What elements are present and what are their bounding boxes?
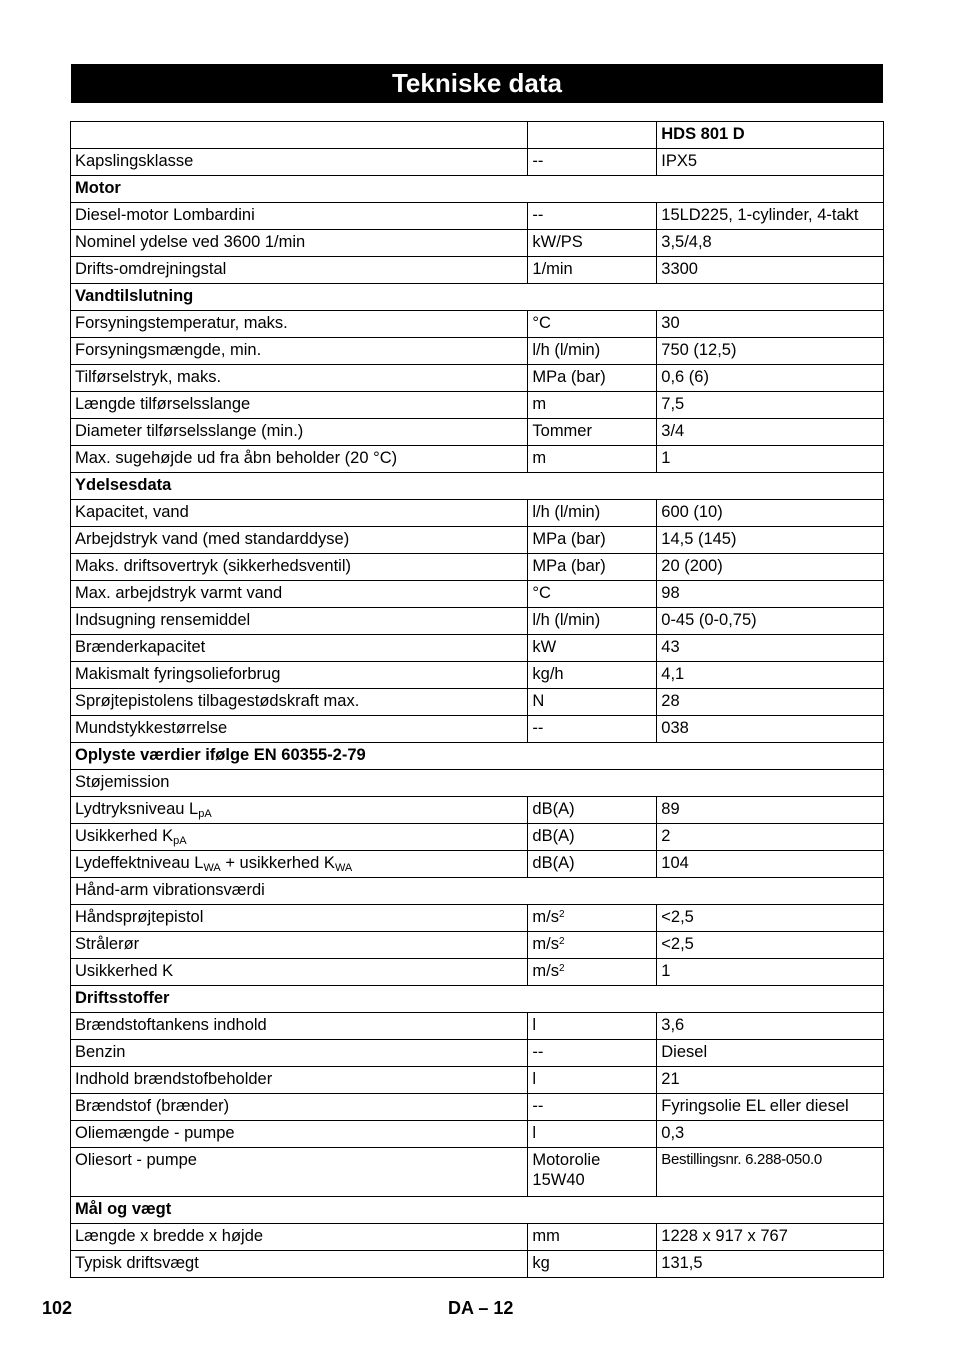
spec-label-text: Nominel ydelse ved 3600 1/min <box>75 233 306 251</box>
spec-label-text: Indsugning rensemiddel <box>75 611 251 629</box>
table-row <box>71 311 884 338</box>
spec-value: 0-45 (0-0,75) <box>657 608 884 635</box>
spec-label <box>71 608 528 635</box>
section-title: Mål og vægt <box>71 1197 884 1224</box>
spec-unit <box>528 608 657 635</box>
spec-value: Fyringsolie EL eller diesel <box>657 1094 884 1121</box>
spec-label <box>71 1148 528 1197</box>
table-row <box>71 905 884 932</box>
spec-unit <box>528 851 657 878</box>
spec-unit-text: 1/min <box>532 260 573 278</box>
spec-label-text: Typisk driftsvægt <box>75 1254 199 1272</box>
spec-label-subscript: pA <box>198 808 212 820</box>
spec-label-text: Drifts-omdrejningstal <box>75 260 227 278</box>
spec-unit <box>528 932 657 959</box>
spec-label <box>71 554 528 581</box>
page-number: 102 <box>42 1298 73 1318</box>
page-title: Tekniske data <box>71 64 883 103</box>
spec-label-text: Længde tilførselsslange <box>75 395 251 413</box>
spec-label <box>71 392 528 419</box>
table-header-row <box>71 122 884 149</box>
spec-label-text: Strålerør <box>75 935 140 953</box>
spec-label-subscript: WA <box>203 862 221 874</box>
table-row <box>71 716 884 743</box>
spec-unit <box>528 1251 657 1278</box>
spec-value: 28 <box>657 689 884 716</box>
spec-unit <box>528 689 657 716</box>
table-row <box>71 1067 884 1094</box>
spec-label-text: Brændstoftankens indhold <box>75 1016 267 1034</box>
spec-label <box>71 230 528 257</box>
spec-label-text: Oliesort - pumpe <box>75 1151 197 1169</box>
spec-label <box>71 500 528 527</box>
spec-value: 4,1 <box>657 662 884 689</box>
spec-label <box>71 932 528 959</box>
spec-label <box>71 851 528 878</box>
spec-value: 21 <box>657 1067 884 1094</box>
spec-unit-text: -- <box>532 206 544 224</box>
spec-label-text: Max. arbejdstryk varmt vand <box>75 584 283 602</box>
spec-label-text: Diesel-motor Lombardini <box>75 206 255 224</box>
spec-unit-text: -- <box>532 1043 544 1061</box>
spec-label-continuation: + usikkerhed K <box>220 854 335 872</box>
spec-unit <box>528 581 657 608</box>
spec-unit <box>528 527 657 554</box>
section-title: Motor <box>71 176 884 203</box>
spec-unit-text: m <box>532 395 547 413</box>
spec-label <box>71 365 528 392</box>
spec-value: 1 <box>657 959 884 986</box>
spec-label <box>71 1224 528 1251</box>
table-row <box>71 392 884 419</box>
spec-unit <box>528 797 657 824</box>
spec-value: 2 <box>657 824 884 851</box>
subsection-row <box>71 770 884 797</box>
spec-unit <box>528 635 657 662</box>
spec-unit <box>528 1040 657 1067</box>
spec-unit <box>528 1224 657 1251</box>
subsection-title: Støjemission <box>71 770 884 797</box>
spec-label-text: Lydtryksniveau L <box>75 800 199 818</box>
table-row <box>71 1121 884 1148</box>
spec-label <box>71 446 528 473</box>
spec-unit-text: m/s <box>532 962 559 980</box>
spec-unit-text: l/h (l/min) <box>532 503 601 521</box>
spec-unit <box>528 365 657 392</box>
spec-value: 20 (200) <box>657 554 884 581</box>
spec-unit <box>528 1121 657 1148</box>
spec-unit-text: l/h (l/min) <box>532 341 601 359</box>
table-row <box>71 932 884 959</box>
spec-value: 15LD225, 1-cylinder, 4-takt <box>657 203 884 230</box>
spec-value: 0,6 (6) <box>657 365 884 392</box>
spec-unit-text: kW <box>532 638 557 656</box>
table-row <box>71 1040 884 1067</box>
spec-unit <box>528 203 657 230</box>
section-header-row <box>71 473 884 500</box>
spec-unit <box>528 500 657 527</box>
table-row <box>71 500 884 527</box>
spec-value: <2,5 <box>657 905 884 932</box>
spec-label <box>71 1067 528 1094</box>
spec-unit-text: m <box>532 449 547 467</box>
table-row <box>71 1094 884 1121</box>
spec-unit-superscript: 2 <box>558 909 565 920</box>
spec-unit <box>528 257 657 284</box>
spec-label-subscript: pA <box>173 835 187 847</box>
spec-unit-superscript: 2 <box>558 936 565 947</box>
spec-value: 3/4 <box>657 419 884 446</box>
spec-value: <2,5 <box>657 932 884 959</box>
spec-unit-text: Tommer <box>532 422 592 440</box>
spec-unit <box>528 905 657 932</box>
spec-value: 1228 x 917 x 767 <box>657 1224 884 1251</box>
table-row <box>71 419 884 446</box>
spec-unit-text: dB(A) <box>532 800 575 818</box>
spec-unit-text: MPa (bar) <box>532 368 606 386</box>
table-row <box>71 1224 884 1251</box>
table-row <box>71 1251 884 1278</box>
spec-label <box>71 311 528 338</box>
table-row <box>71 446 884 473</box>
spec-unit-text: l <box>532 1016 537 1034</box>
spec-label <box>71 1040 528 1067</box>
spec-label-text: Forsyningstemperatur, maks. <box>75 314 288 332</box>
spec-unit <box>528 716 657 743</box>
spec-label-text: Sprøjtepistolens tilbagestødskraft max. <box>75 692 360 710</box>
spec-unit <box>528 1067 657 1094</box>
spec-label-text: Tilførselstryk, maks. <box>75 368 222 386</box>
spec-unit-text: Motorolie <box>532 1151 601 1169</box>
spec-value: 1 <box>657 446 884 473</box>
table-row <box>71 1013 884 1040</box>
spec-label <box>71 149 528 176</box>
spec-label-text: Oliemængde - pumpe <box>75 1124 235 1142</box>
spec-unit <box>528 1094 657 1121</box>
spec-unit <box>528 419 657 446</box>
spec-label <box>71 581 528 608</box>
spec-label-text: Lydeffektniveau L <box>75 854 204 872</box>
spec-unit-text: MPa (bar) <box>532 530 606 548</box>
table-row <box>71 851 884 878</box>
spec-unit <box>528 1148 657 1197</box>
section-title: Vandtilslutning <box>71 284 884 311</box>
spec-label-text: Brændstof (brænder) <box>75 1097 230 1115</box>
spec-label-text: Diameter tilførselsslange (min.) <box>75 422 304 440</box>
table-row <box>71 662 884 689</box>
language-page-label: DA – 12 <box>448 1298 514 1318</box>
spec-unit-text: m/s <box>532 935 559 953</box>
spec-label <box>71 1121 528 1148</box>
spec-unit-text: dB(A) <box>532 827 575 845</box>
section-title: Ydelsesdata <box>71 473 884 500</box>
table-row <box>71 149 884 176</box>
spec-label <box>71 905 528 932</box>
spec-label <box>71 959 528 986</box>
table-row <box>71 257 884 284</box>
spec-unit-text-line2: 15W40 <box>532 1171 585 1189</box>
spec-unit <box>528 959 657 986</box>
spec-value: 0,3 <box>657 1121 884 1148</box>
spec-unit <box>528 824 657 851</box>
spec-value: 43 <box>657 635 884 662</box>
spec-label-text: Brænderkapacitet <box>75 638 206 656</box>
table-row <box>71 581 884 608</box>
spec-label <box>71 797 528 824</box>
spec-label-text: Kapacitet, vand <box>75 503 189 521</box>
spec-unit-text: °C <box>532 584 551 602</box>
spec-label <box>71 716 528 743</box>
spec-label-text: Max. sugehøjde ud fra åbn beholder (20 °C) <box>75 449 398 467</box>
spec-label-text: Arbejdstryk vand (med standarddyse) <box>75 530 350 548</box>
spec-label-text: Maks. driftsovertryk (sikkerhedsventil) <box>75 557 351 575</box>
spec-value: Bestillingsnr. 6.288-050.0 <box>657 1148 884 1197</box>
spec-label-text: Forsyningsmængde, min. <box>75 341 262 359</box>
subsection-row <box>71 878 884 905</box>
spec-value: 750 (12,5) <box>657 338 884 365</box>
spec-value: IPX5 <box>657 149 884 176</box>
spec-label <box>71 338 528 365</box>
spec-unit <box>528 230 657 257</box>
spec-value: 3300 <box>657 257 884 284</box>
table-row <box>71 338 884 365</box>
spec-value: 98 <box>657 581 884 608</box>
spec-unit-text: MPa (bar) <box>532 557 606 575</box>
spec-unit-text: N <box>532 692 545 710</box>
spec-value: 3,6 <box>657 1013 884 1040</box>
spec-unit <box>528 149 657 176</box>
model-name: HDS 801 D <box>657 122 884 149</box>
subsection-title: Hånd-arm vibrationsværdi <box>71 878 884 905</box>
spec-label <box>71 203 528 230</box>
spec-label <box>71 1251 528 1278</box>
table-row <box>71 1148 884 1197</box>
table-row <box>71 689 884 716</box>
spec-unit <box>528 662 657 689</box>
spec-value: 131,5 <box>657 1251 884 1278</box>
spec-label <box>71 635 528 662</box>
spec-unit <box>528 311 657 338</box>
spec-label-text: Usikkerhed K <box>75 962 174 980</box>
spec-label <box>71 1094 528 1121</box>
table-row <box>71 824 884 851</box>
spec-label <box>71 527 528 554</box>
spec-unit-text: -- <box>532 1097 544 1115</box>
table-row <box>71 527 884 554</box>
spec-label-text: Makismalt fyringsolieforbrug <box>75 665 281 683</box>
spec-unit <box>528 392 657 419</box>
spec-value: 038 <box>657 716 884 743</box>
spec-unit-text: kg <box>532 1254 550 1272</box>
spec-label-text: Indhold brændstofbeholder <box>75 1070 273 1088</box>
spec-value: 104 <box>657 851 884 878</box>
spec-label-text: Kapslingsklasse <box>75 152 194 170</box>
spec-unit <box>528 338 657 365</box>
spec-label <box>71 257 528 284</box>
header-label-cell <box>71 122 528 149</box>
spec-unit <box>528 554 657 581</box>
spec-label <box>71 689 528 716</box>
table-row <box>71 608 884 635</box>
spec-value: 30 <box>657 311 884 338</box>
spec-unit-superscript: 2 <box>558 963 565 974</box>
spec-unit-text: dB(A) <box>532 854 575 872</box>
spec-unit-text: -- <box>532 719 544 737</box>
spec-unit <box>528 1013 657 1040</box>
spec-unit-text: l <box>532 1070 537 1088</box>
section-header-row <box>71 986 884 1013</box>
spec-unit-text: l/h (l/min) <box>532 611 601 629</box>
spec-unit <box>528 446 657 473</box>
spec-unit-text: l <box>532 1124 537 1142</box>
section-header-row <box>71 176 884 203</box>
technical-data-table <box>70 121 884 1278</box>
spec-value: 600 (10) <box>657 500 884 527</box>
spec-label-text: Håndsprøjtepistol <box>75 908 204 926</box>
spec-value: 3,5/4,8 <box>657 230 884 257</box>
spec-label <box>71 1013 528 1040</box>
spec-unit-text: kg/h <box>532 665 564 683</box>
table-row <box>71 230 884 257</box>
table-row <box>71 635 884 662</box>
table-row <box>71 365 884 392</box>
section-title: Oplyste værdier ifølge EN 60355-2-79 <box>71 743 884 770</box>
spec-value: Diesel <box>657 1040 884 1067</box>
section-header-row <box>71 284 884 311</box>
spec-label <box>71 419 528 446</box>
table-row <box>71 797 884 824</box>
spec-label-subscript: WA <box>334 862 353 874</box>
spec-unit-text: -- <box>532 152 544 170</box>
spec-label-text: Mundstykkestørrelse <box>75 719 228 737</box>
spec-unit-text: kW/PS <box>532 233 583 251</box>
spec-label <box>71 824 528 851</box>
spec-label <box>71 662 528 689</box>
section-header-row <box>71 743 884 770</box>
spec-value: 14,5 (145) <box>657 527 884 554</box>
spec-value: 89 <box>657 797 884 824</box>
section-header-row <box>71 1197 884 1224</box>
spec-label-text: Benzin <box>75 1043 126 1061</box>
header-unit-cell <box>528 122 657 149</box>
table-row <box>71 554 884 581</box>
spec-value: 7,5 <box>657 392 884 419</box>
spec-unit-text: mm <box>532 1227 560 1245</box>
table-row <box>71 959 884 986</box>
spec-unit-text: °C <box>532 314 551 332</box>
table-row <box>71 203 884 230</box>
spec-label-text: Usikkerhed K <box>75 827 174 845</box>
section-title: Driftsstoffer <box>71 986 884 1013</box>
spec-label-text: Længde x bredde x højde <box>75 1227 264 1245</box>
spec-unit-text: m/s <box>532 908 559 926</box>
